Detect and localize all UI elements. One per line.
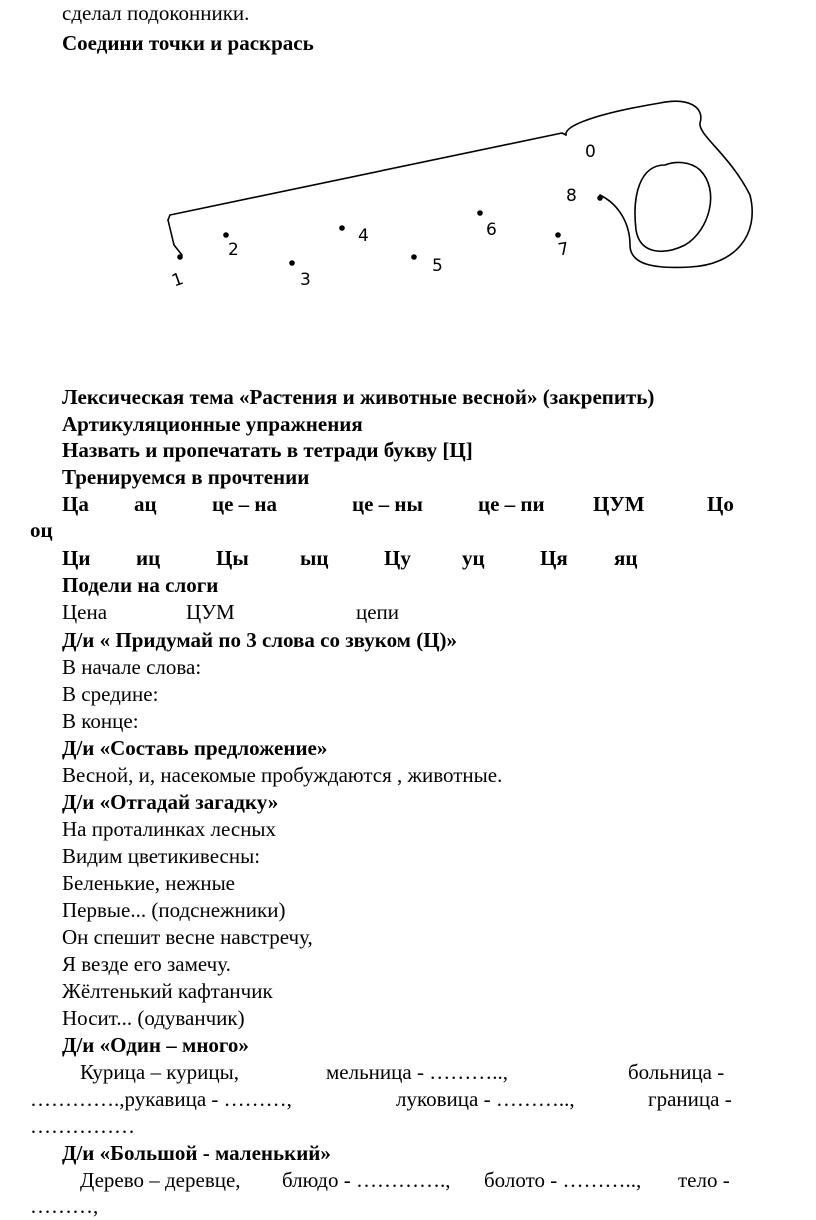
exercise-item: …………… <box>30 1114 135 1138</box>
exercise-item: блюдо - …………., <box>282 1168 451 1192</box>
exercise-item: Курица – курицы, <box>80 1060 239 1084</box>
game-title-big-small: Д/и «Большой - маленький» <box>62 1141 331 1165</box>
game-line: В конце: <box>62 709 139 733</box>
reading-syllable: це – пи <box>478 492 545 516</box>
dot-3 <box>289 260 295 266</box>
reading-syllable: Цу <box>384 546 411 570</box>
saw-back-line <box>168 133 566 220</box>
dot-label-2: 2 <box>228 240 239 260</box>
game-title-sentence: Д/и «Составь предложение» <box>62 736 328 760</box>
dot-8 <box>597 195 603 201</box>
saw-handle-grip <box>635 162 711 251</box>
dot-7 <box>555 232 561 238</box>
reading-syllable: ЦУМ <box>593 492 645 516</box>
intro-line: сделал подоконники. <box>62 1 250 25</box>
dot-1 <box>177 254 183 260</box>
reading-syllable: Ци <box>62 546 91 570</box>
exercise-item: больница - <box>628 1060 725 1084</box>
riddle-line: На проталинках лесных <box>62 817 277 841</box>
reading-syllable: Ця <box>540 546 568 570</box>
exercise-item: Дерево – деревце, <box>80 1168 241 1192</box>
articulation-exercises: Артикуляционные упражнения <box>62 412 363 436</box>
game-line: В средине: <box>62 682 159 706</box>
riddle-line: Видим цветикивесны: <box>62 844 261 868</box>
reading-syllable: оц <box>30 518 53 542</box>
dot-6 <box>477 210 483 216</box>
exercise-item: тело - <box>678 1168 730 1192</box>
saw-handle-outline <box>566 101 752 267</box>
riddle-line: Носит... (одуванчик) <box>62 1006 245 1030</box>
exercise-item: луковица - ……….., <box>396 1087 575 1111</box>
dot-4 <box>339 225 345 231</box>
task-connect-dots: Соедини точки и раскрась <box>62 31 314 55</box>
letter-task: Назвать и пропечатать в тетради букву [Ц] <box>62 438 473 462</box>
dot-2 <box>223 232 229 238</box>
syllable-word: Цена <box>62 600 108 624</box>
reading-syllable: ац <box>134 492 157 516</box>
game-title-one-many: Д/и «Один – много» <box>62 1033 249 1057</box>
riddle-line: Жёлтенький кафтанчик <box>62 979 273 1003</box>
reading-syllable: це – ны <box>352 492 423 516</box>
reading-syllable: уц <box>462 546 485 570</box>
exercise-item: граница - <box>648 1087 732 1111</box>
riddle-line: Беленькие, нежные <box>62 871 235 895</box>
dot-label-0: 0 <box>585 142 596 162</box>
reading-title: Тренируемся в прочтении <box>62 465 310 489</box>
game-title-words: Д/и « Придумай по 3 слова со звуком (Ц)» <box>62 628 458 652</box>
game-title-riddle: Д/и «Отгадай загадку» <box>62 790 279 814</box>
riddle-line: Первые... (подснежники) <box>62 898 286 922</box>
dot-label-1: 1 <box>169 268 187 292</box>
dot-label-8: 8 <box>566 186 577 206</box>
dot-label-6: 6 <box>486 220 497 240</box>
reading-syllable: ыц <box>300 546 329 570</box>
syllables-title: Подели на слоги <box>62 573 219 597</box>
exercise-item: болото - ……….., <box>484 1168 642 1192</box>
game-line: В начале слова: <box>62 655 202 679</box>
dot-label-7: 7 <box>556 238 571 261</box>
dot-label-3: 3 <box>300 270 311 290</box>
reading-syllable: иц <box>136 546 161 570</box>
riddle-line: Я везде его замечу. <box>62 952 231 976</box>
syllable-word: цепи <box>356 600 400 624</box>
reading-syllable: Ца <box>62 492 89 516</box>
riddle-line: Он спешит весне навстречу, <box>62 925 313 949</box>
dot-label-4: 4 <box>358 226 369 246</box>
dot-5 <box>411 254 417 260</box>
sentence-words: Весной, и, насекомые пробуждаются , животные. <box>62 763 503 787</box>
lexical-topic: Лексическая тема «Растения и животные весной» (закрепить) <box>62 385 655 409</box>
dot-label-5: 5 <box>432 256 443 276</box>
exercise-item: ………, <box>30 1194 99 1218</box>
exercise-item: мельница - ……….., <box>326 1060 508 1084</box>
exercise-item: ………….,рукавица - ………, <box>30 1087 292 1111</box>
saw-end-line <box>168 220 182 255</box>
reading-syllable: Цо <box>707 492 734 516</box>
syllable-word: ЦУМ <box>186 600 235 624</box>
reading-syllable: це – на <box>212 492 278 516</box>
reading-syllable: яц <box>614 546 638 570</box>
connect-the-dots-drawing <box>160 95 760 295</box>
reading-syllable: Цы <box>216 546 249 570</box>
